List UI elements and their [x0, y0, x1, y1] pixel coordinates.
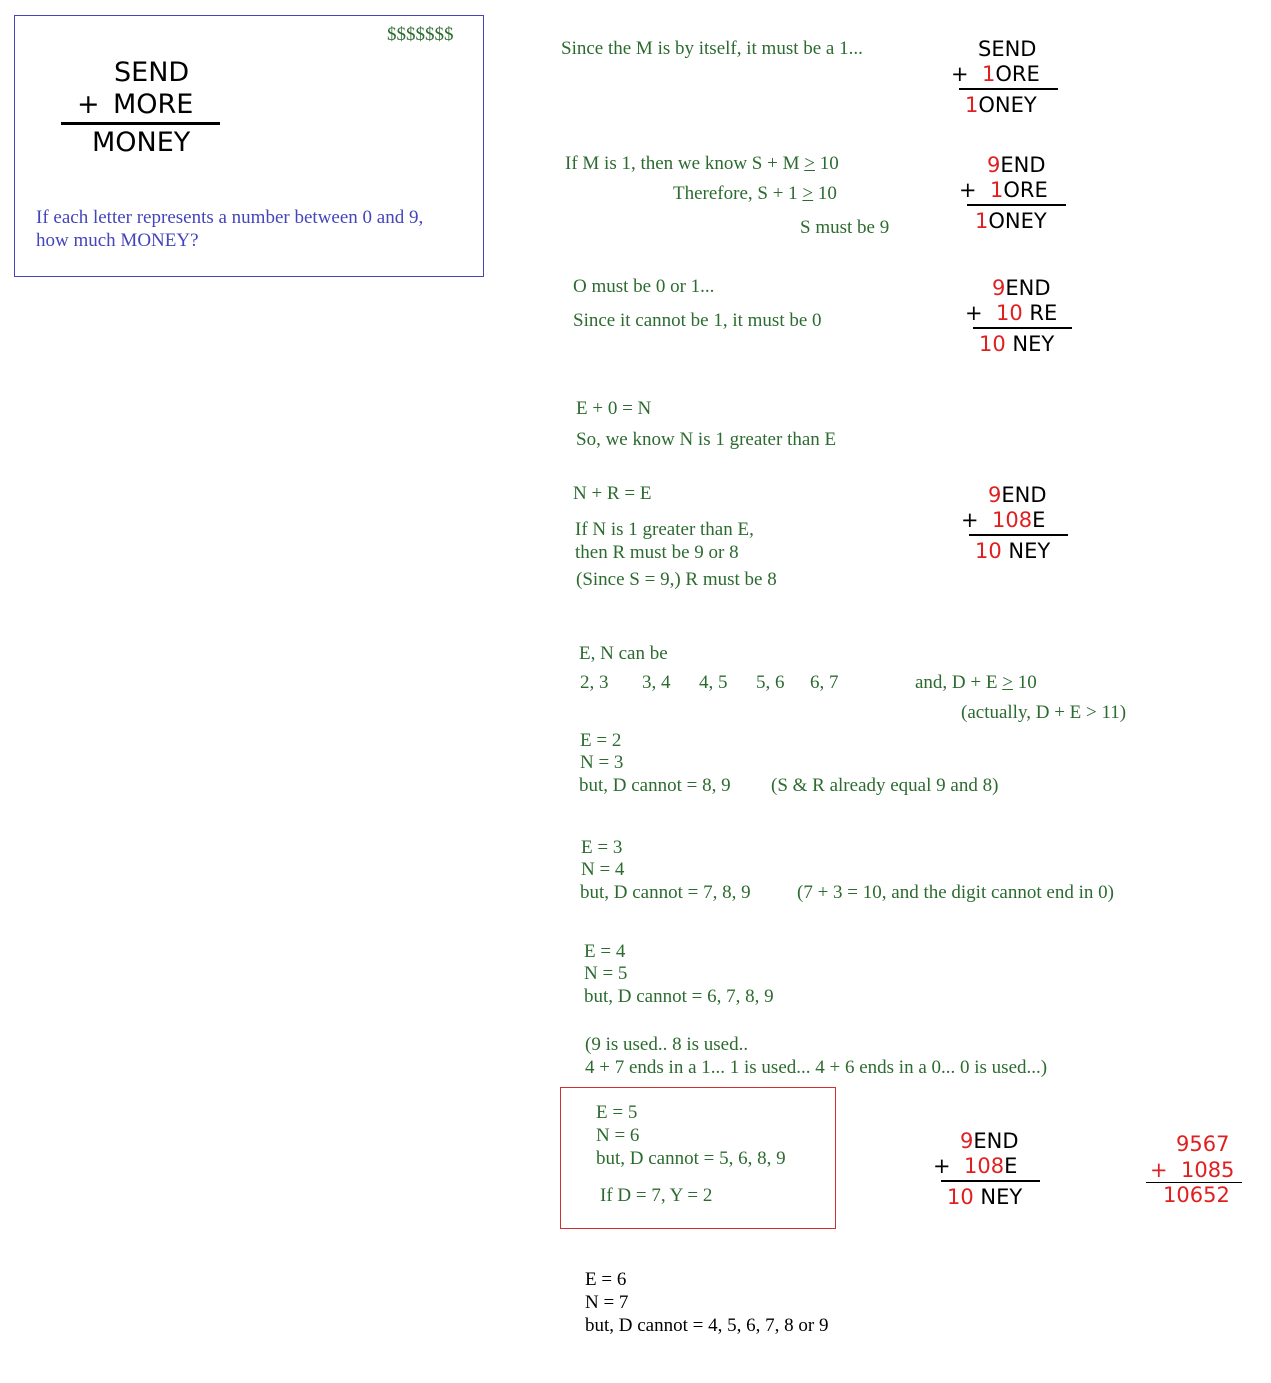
problem-send: SEND — [114, 57, 190, 88]
question-line-2: how much MONEY? — [36, 230, 199, 251]
red-digits: 10 — [947, 1185, 974, 1209]
text: 10 — [814, 153, 839, 174]
case6-e: E = 6 — [585, 1269, 627, 1290]
problem-more: MORE — [113, 89, 194, 120]
case6-d: but, D cannot = 4, 5, 6, 7, 8 or 9 — [585, 1315, 829, 1336]
step3-sum-row2 — [965, 301, 1057, 326]
final-row3: 10652 — [1163, 1183, 1230, 1207]
step5-text3: then R must be 9 or 8 — [575, 542, 739, 563]
pair-4: 6, 7 — [810, 672, 839, 693]
pair-2: 4, 5 — [699, 672, 728, 693]
step3-sum-row3 — [979, 332, 1054, 357]
step5-sum-line — [969, 534, 1068, 536]
case4-note2: 4 + 7 ends in a 1... 1 is used... 4 + 6 ends in a 0... 0 is used...) — [585, 1057, 1048, 1078]
step1-sum-row3 — [965, 93, 1037, 118]
case6-n: N = 7 — [585, 1292, 629, 1313]
plus-sign: + — [1150, 1158, 1168, 1182]
letters: NEY — [1008, 539, 1051, 563]
case2-note: (S & R already equal 9 and 8) — [771, 775, 999, 796]
red-digit: 1 — [981, 62, 996, 86]
letters: END — [973, 1129, 1019, 1153]
problem-plus: + — [77, 89, 100, 120]
case5-if: If D = 7, Y = 2 — [600, 1185, 713, 1206]
step3-sum-line — [973, 327, 1072, 329]
problem-box — [14, 15, 484, 277]
step5-sum-row1 — [988, 483, 1047, 508]
text: and, D + E — [915, 672, 1003, 693]
step1-sum-row1: SEND — [978, 37, 1037, 61]
letters: E — [1032, 508, 1046, 532]
red-digit: 1 — [975, 209, 989, 233]
step1-sum-line — [959, 88, 1058, 90]
step2-sum-row3 — [975, 209, 1047, 234]
text: If M is 1, then we know S + M — [565, 153, 805, 174]
step1-text: Since the M is by itself, it must be a 1... — [561, 38, 863, 59]
plus-sign: + — [961, 508, 979, 532]
letters: ONEY — [988, 209, 1047, 233]
red-digits: 10 — [995, 301, 1023, 325]
letters: END — [1005, 276, 1051, 300]
case5-sum-row1 — [960, 1129, 1019, 1154]
text: 10 — [1012, 672, 1037, 693]
case2-d: but, D cannot = 8, 9 — [579, 775, 731, 796]
problem-sum-line — [61, 122, 220, 125]
red-digits: 10 — [979, 332, 1006, 356]
case4-d: but, D cannot = 6, 7, 8, 9 — [584, 986, 774, 1007]
pair-3: 5, 6 — [756, 672, 785, 693]
letters: NEY — [1012, 332, 1055, 356]
step6-condition — [915, 671, 1037, 694]
step2-text2 — [673, 182, 837, 205]
case4-n: N = 5 — [584, 963, 628, 984]
letters: ONEY — [978, 93, 1037, 117]
letters: ORE — [1003, 178, 1048, 202]
case5-d: but, D cannot = 5, 6, 8, 9 — [596, 1148, 786, 1169]
case3-note: (7 + 3 = 10, and the digit cannot end in 0) — [797, 882, 1114, 903]
case2-e: E = 2 — [580, 730, 622, 751]
step5-text4: (Since S = 9,) R must be 8 — [576, 569, 777, 590]
letters: E — [1004, 1154, 1018, 1178]
step2-sum-line — [967, 204, 1066, 206]
plus-sign: + — [951, 62, 969, 86]
step3-sum-row1 — [992, 276, 1051, 301]
step2-text1 — [565, 152, 839, 175]
step4-text2: So, we know N is 1 greater than E — [576, 429, 837, 450]
pair-0: 2, 3 — [580, 672, 609, 693]
plus-sign: + — [965, 301, 983, 325]
case4-note1: (9 is used.. 8 is used.. — [585, 1034, 749, 1055]
letters: NEY — [980, 1185, 1023, 1209]
pair-1: 3, 4 — [642, 672, 671, 693]
final-row2 — [1150, 1158, 1234, 1183]
red-digit: 9 — [987, 153, 1001, 177]
step5-sum-row2 — [961, 508, 1045, 533]
red-digit: 1 — [989, 178, 1004, 202]
plus-sign: + — [959, 178, 977, 202]
red-digits: 10 — [975, 539, 1002, 563]
case4-e: E = 4 — [584, 941, 626, 962]
red-digit: 1 — [965, 93, 979, 117]
text: Therefore, S + 1 — [673, 183, 803, 204]
red-digits: 108 — [991, 508, 1033, 532]
case3-n: N = 4 — [581, 859, 625, 880]
letters: END — [1001, 483, 1047, 507]
case5-sum-row2 — [933, 1154, 1017, 1179]
dollar-signs: $$$$$$$ — [387, 24, 454, 45]
step1-sum-row2 — [951, 62, 1040, 87]
plus-sign: + — [933, 1154, 951, 1178]
step5-text1: N + R = E — [573, 483, 652, 504]
text: 10 — [813, 183, 837, 204]
step5-sum-row3 — [975, 539, 1050, 564]
letters: ORE — [995, 62, 1040, 86]
letters: END — [1000, 153, 1046, 177]
final-row1: 9567 — [1176, 1132, 1230, 1156]
red-digit: 9 — [992, 276, 1006, 300]
step2-text3: S must be 9 — [800, 217, 890, 238]
step5-text2: If N is 1 greater than E, — [575, 519, 754, 540]
question-line-1: If each letter represents a number between 0 and 9, — [36, 207, 424, 228]
red-digit: 9 — [960, 1129, 974, 1153]
step2-sum-row1 — [987, 153, 1046, 178]
case3-e: E = 3 — [581, 837, 623, 858]
red-digits: 108 — [963, 1154, 1005, 1178]
step3-text2: Since it cannot be 1, it must be 0 — [573, 310, 822, 331]
ge-symbol: > — [802, 183, 814, 204]
case5-e: E = 5 — [596, 1102, 638, 1123]
letters: RE — [1029, 301, 1058, 325]
case2-n: N = 3 — [580, 752, 624, 773]
case3-d: but, D cannot = 7, 8, 9 — [580, 882, 751, 903]
case5-sum-line — [941, 1180, 1040, 1182]
step3-text1: O must be 0 or 1... — [573, 276, 715, 297]
problem-question — [36, 206, 423, 252]
ge-symbol: > — [804, 153, 815, 174]
case5-sum-row3 — [947, 1185, 1022, 1210]
digits: 1085 — [1180, 1158, 1235, 1182]
step6-condition2: (actually, D + E > 11) — [961, 702, 1127, 723]
problem-money: MONEY — [92, 127, 191, 158]
case5-n: N = 6 — [596, 1125, 640, 1146]
ge-symbol: > — [1002, 672, 1013, 693]
red-digit: 9 — [988, 483, 1002, 507]
step2-sum-row2 — [959, 178, 1048, 203]
step6-text1: E, N can be — [579, 643, 668, 664]
step4-text1: E + 0 = N — [576, 398, 652, 419]
